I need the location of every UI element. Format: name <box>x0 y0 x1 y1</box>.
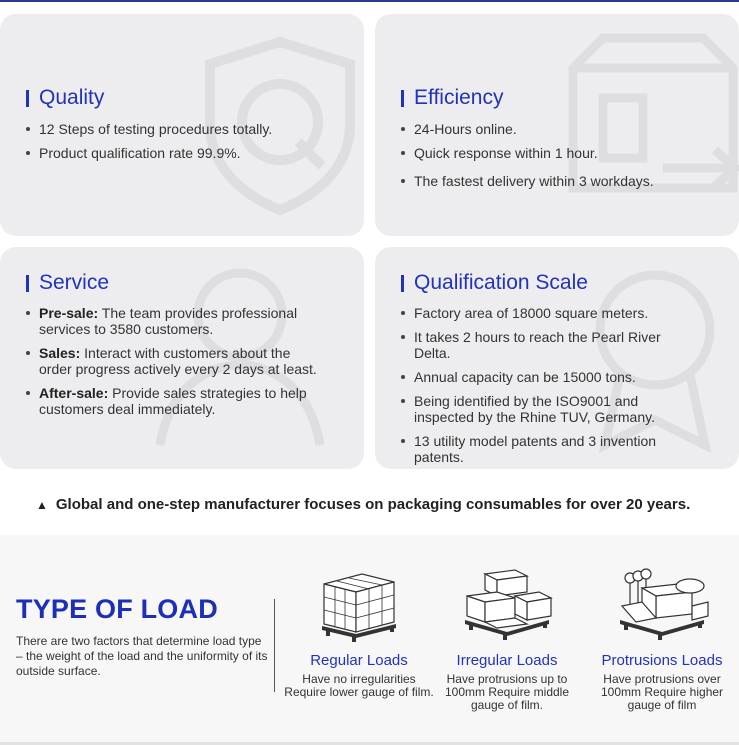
efficiency-card <box>375 14 739 236</box>
item-text: Provide sales strategies to help customers deal immediately. <box>39 385 307 417</box>
list-item <box>25 305 325 337</box>
scale-list <box>400 305 700 469</box>
list-item: 12 Steps of testing procedures totally. <box>25 121 355 137</box>
efficiency-title: Efficiency <box>401 86 504 110</box>
list-item <box>25 385 325 417</box>
item-text: The team provides professional services to 3580 customers. <box>39 305 298 337</box>
service-list <box>25 305 325 425</box>
list-item: Product qualification rate 99.9%. <box>25 145 355 161</box>
list-item: Annual capacity can be 15000 tons. <box>400 369 700 385</box>
load-desc: Have protrusions over 100mm Require higher gauge of film <box>600 672 724 712</box>
item-label: Sales: <box>39 345 81 361</box>
list-item: Quick response within 1 hour. <box>400 145 730 161</box>
tagline <box>36 496 690 513</box>
item-text: Interact with customers about the order progress actively every 2 days at least. <box>39 345 317 377</box>
item-label: After-sale: <box>39 385 109 401</box>
load-desc: Have protrusions up to 100mm Require middle gauge of film. <box>444 672 570 712</box>
load-name: Regular Loads <box>310 652 408 669</box>
scale-title: Qualification Scale <box>401 271 588 295</box>
irregular-load-icon <box>457 566 557 646</box>
list-item <box>25 345 325 377</box>
tagline-text: Global and one-step manufacturer focuses on packaging consumables for over 20 years. <box>55 496 691 513</box>
list-item: The fastest delivery within 3 workdays. <box>400 173 730 189</box>
service-card <box>0 247 364 469</box>
load-protrusions <box>587 566 737 712</box>
type-of-load-title: TYPE OF LOAD <box>16 594 218 624</box>
divider <box>274 599 275 692</box>
list-item: Being identified by the ISO9001 and inspected by the Rhine TUV, Germany. <box>400 393 700 425</box>
list-item: It takes 2 hours to reach the Pearl River Delta. <box>400 329 700 361</box>
item-label: Pre-sale: <box>39 305 99 321</box>
triangle-icon: ▲ <box>36 497 48 512</box>
load-desc: Have no irregularities Require lower gauge of film. <box>284 672 434 699</box>
list-item: Factory area of 18000 square meters. <box>400 305 700 321</box>
quality-title: Quality <box>26 86 104 110</box>
load-name: Irregular Loads <box>456 652 558 669</box>
list-item: 24-Hours online. <box>400 121 730 137</box>
load-regular <box>284 566 434 699</box>
efficiency-list <box>400 121 730 197</box>
protrusions-load-icon <box>612 566 712 646</box>
quality-list <box>25 121 355 169</box>
load-irregular <box>432 566 582 712</box>
list-item: 13 utility model patents and 3 invention patents. <box>400 433 700 465</box>
regular-load-icon <box>314 566 404 646</box>
type-of-load-description: There are two factors that determine load type – the weight of the load and the uniformity of its outside surface. <box>16 634 268 678</box>
scale-card <box>375 247 739 469</box>
service-title: Service <box>26 271 109 295</box>
load-name: Protrusions Loads <box>601 652 723 669</box>
quality-card <box>0 14 364 236</box>
